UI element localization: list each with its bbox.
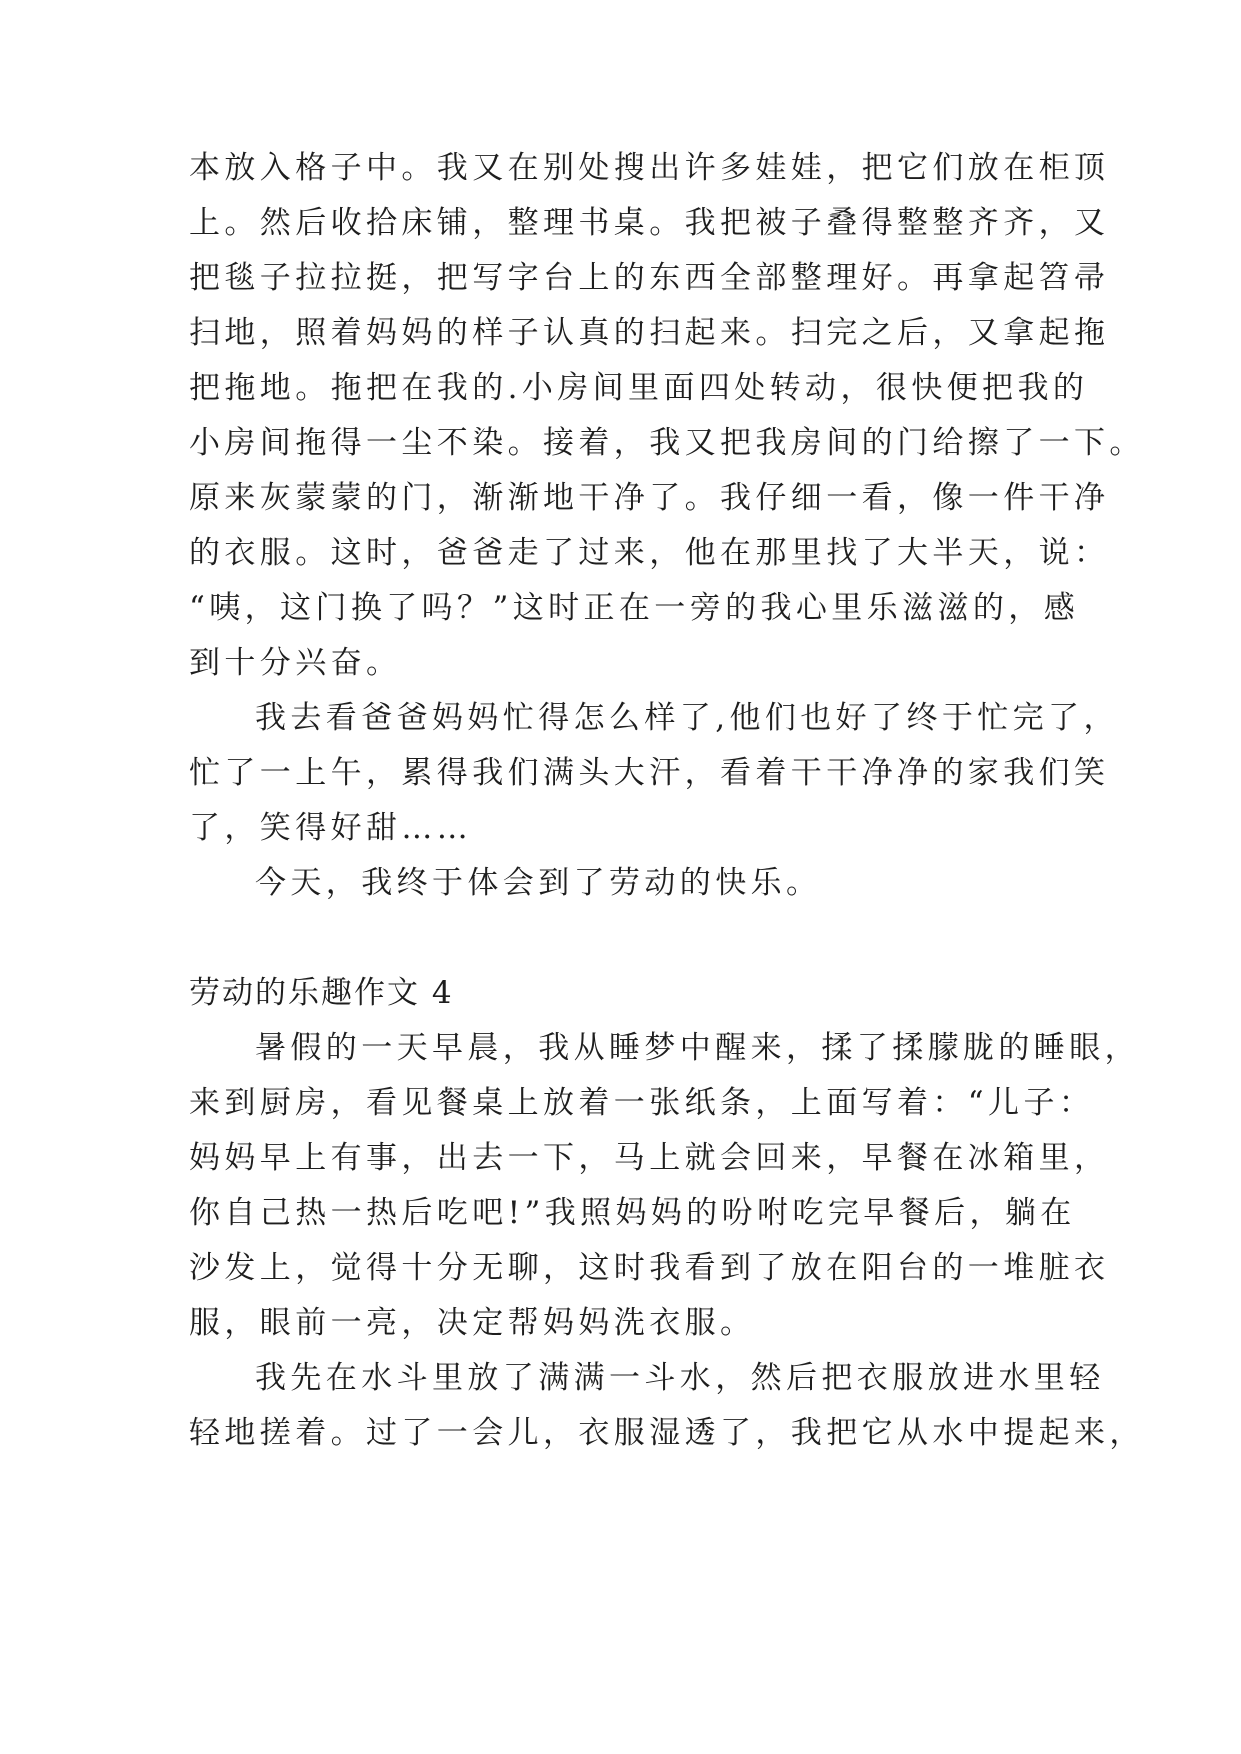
text-line: 到十分兴奋。 bbox=[189, 645, 402, 681]
text-line: 了，笑得好甜…… bbox=[189, 810, 473, 846]
text-line: 服，眼前一亮，决定帮妈妈洗衣服。 bbox=[189, 1305, 756, 1341]
text-line: 沙发上，觉得十分无聊，这时我看到了放在阳台的一堆脏衣 bbox=[189, 1250, 1110, 1286]
section-heading: 劳动的乐趣作文 4 bbox=[189, 975, 454, 1011]
text-line: 小房间拖得一尘不染。接着，我又把我房间的门给擦了一下。 bbox=[189, 425, 1145, 461]
text-line: 今天，我终于体会到了劳动的快乐。 bbox=[255, 865, 822, 901]
text-line: 暑假的一天早晨，我从睡梦中醒来，揉了揉朦胧的睡眼， bbox=[255, 1030, 1140, 1066]
text-line: 忙了一上午，累得我们满头大汗，看着干干净净的家我们笑 bbox=[189, 755, 1110, 791]
text-line: 轻地搓着。过了一会儿，衣服湿透了，我把它从水中提起来， bbox=[189, 1415, 1145, 1451]
text-line: 来到厨房，看见餐桌上放着一张纸条，上面写着：“儿子： bbox=[189, 1085, 1095, 1121]
text-line: 的衣服。这时，爸爸走了过来，他在那里找了大半天，说： bbox=[189, 535, 1110, 571]
text-line: 原来灰蒙蒙的门，渐渐地干净了。我仔细一看，像一件干净 bbox=[189, 480, 1110, 516]
text-line: 上。然后收拾床铺，整理书桌。我把被子叠得整整齐齐，又 bbox=[189, 205, 1110, 241]
text-line: 我去看爸爸妈妈忙得怎么样了,他们也好了终于忙完了， bbox=[255, 700, 1119, 736]
text-line: 把拖地。拖把在我的.小房间里面四处转动，很快便把我的 bbox=[189, 370, 1089, 406]
text-line: 本放入格子中。我又在别处搜出许多娃娃，把它们放在柜顶 bbox=[189, 150, 1110, 186]
text-line: 扫地，照着妈妈的样子认真的扫起来。扫完之后，又拿起拖 bbox=[189, 315, 1110, 351]
text-line: 我先在水斗里放了满满一斗水，然后把衣服放进水里轻 bbox=[255, 1360, 1105, 1396]
text-line: 把毯子拉拉挺，把写字台上的东西全部整理好。再拿起笤帚 bbox=[189, 260, 1110, 296]
text-line: 你自己热一热后吃吧!”我照妈妈的吩咐吃完早餐后，躺在 bbox=[189, 1195, 1076, 1231]
text-line: “咦，这门换了吗？”这时正在一旁的我心里乐滋滋的，感 bbox=[189, 590, 1080, 626]
text-line: 妈妈早上有事，出去一下，马上就会回来，早餐在冰箱里， bbox=[189, 1140, 1110, 1176]
